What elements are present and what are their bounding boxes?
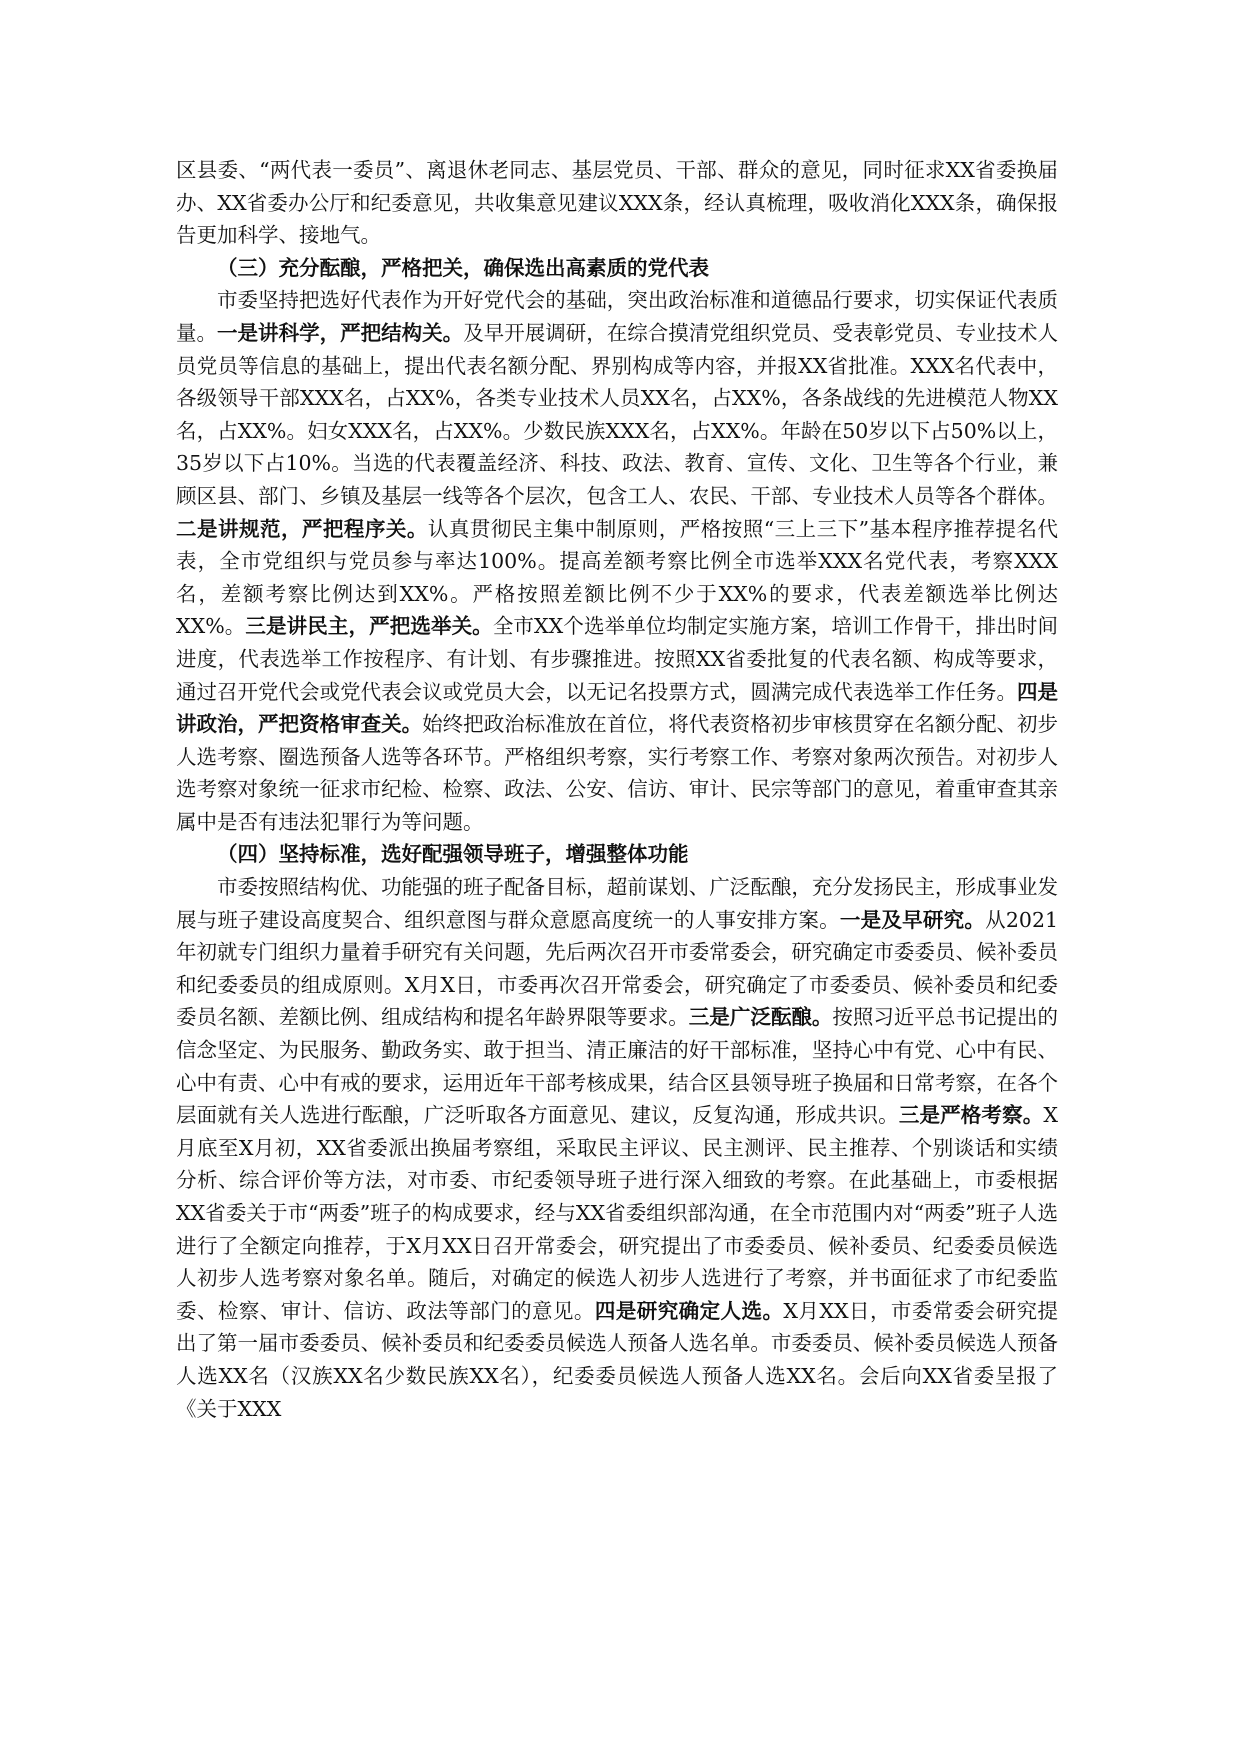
text-run: 认真贯彻民主集中制原则，严格按照“三上三下”基本程序推荐提名代表，全市党组织与党员参与率达100%。提高差额考察比例全市选举XXX名党代表，考察XXX名，差额考察比例达到XX%。严格按照差额比例不少于XX%的要求，代表差额选举比例达XX%。: [176, 516, 1058, 639]
text-run: 按照习近平总书记提出的信念坚定、为民服务、勤政务实、敢于担当、清正廉洁的好干部标准，坚持心中有党、心中有民、心中有责、心中有戒的要求，运用近年干部考核成果，结合区县领导班子换届和日常考察，在各个层面就有关人选进行酝酿，广泛听取各方面意见、建议，反复沟通，形成共识。: [176, 1005, 1059, 1128]
text-run: X月XX日，市委常委会研究提出了第一届市委委员、候补委员和纪委委员候选人预备人选名单。市委委员、候补委员候选人预备人选XX名（汉族XX名少数民族XX名），纪委委员候选人预备人选XX名。会后向XX省委呈报了《关于XXX: [176, 1298, 1059, 1421]
bold-point-1: 一是及早研究。: [839, 907, 986, 932]
text-run: X月底至X月初，XX省委派出换届考察组，采取民主评议、民主测评、民主推荐、个别谈话和实绩分析、综合评价等方法，对市委、市纪委领导班子进行深入细致的考察。在此基础上，市委根据XX省委关于市“两委”班子的构成要求，经与XX省委组织部沟通，在全市范围内对“两委”班子人选进行了全额定向推荐，于X月XX日召开常委会，研究提出了市委委员、候补委员、纪委委员候选人初步人选考察对象名单。随后，对确定的候选人初步人选进行了考察，并书面征求了市纪委监委、检察、审计、信访、政法等部门的意见。: [176, 1103, 1059, 1323]
text-run: 全市XX个选举单位均制定实施方案，培训工作骨干，排出时间进度，代表选举工作按程序、有计划、有步骤推进。按照XX省委批复的代表名额、构成等要求，通过召开党代会或党代表会议或党员大会，以无记名投票方式，圆满完成代表选举工作任务。: [176, 614, 1059, 704]
paragraph-opinions: 区县委、“两代表一委员”、离退休老同志、基层党员、干部、群众的意见，同时征求XX省委换届办、XX省委办公厅和纪委意见，共收集意见建议XXX条，经认真梳理，吸收消化XXX条，确保报告更加科学、接地气。: [176, 158, 1058, 248]
document-page: [176, 154, 1058, 1425]
text-run: 市委坚持把选好代表作为开好党代会的基础，突出政治标准和道德品行要求，切实保证代表质量。: [176, 288, 1058, 345]
text-run: 从2021年初就专门组织力量着手研究有关问题，先后两次召开市委常委会，研究确定市委委员、候补委员和纪委委员的组成原则。X月X日，市委再次召开常委会，研究确定了市委委员、候补委员和纪委委员名额、差额比例、组成结构和提名年龄界限等要求。: [176, 907, 1059, 1030]
bold-point-4: 四是讲政治，严把资格审查关。: [176, 679, 1059, 737]
text-run: 市委按照结构优、功能强的班子配备目标，超前谋划、广泛酝酿，充分发扬民主，形成事业发展与班子建设高度契合、组织意图与群众意愿高度统一的人事安排方案。: [176, 875, 1058, 932]
text-run: 及早开展调研，在综合摸清党组织党员、受表彰党员、专业技术人员党员等信息的基础上，提出代表名额分配、界别构成等内容，并报XX省批准。XXX名代表中，各级领导干部XXX名，占XX%，各类专业技术人员XX名，占XX%，各条战线的先进模范人物XX名，占XX%。妇女XXX名，占XX%。少数民族XXX名，占XX%。年龄在50岁以下占50%以上，35岁以下占10%。当选的代表覆盖经济、科技、政法、教育、宣传、文化、卫生等各个行业，兼顾区县、部门、乡镇及基层一线等各个层次，包含工人、农民、干部、专业技术人员等各个群体。: [176, 320, 1059, 508]
bold-point-4: 四是研究确定人选。: [594, 1298, 784, 1323]
paragraph-leadership: [176, 871, 1058, 1425]
section-heading-4: （四）坚持标准，选好配强领导班子，增强整体功能: [217, 842, 689, 867]
bold-point-3: 三是讲民主，严把选举关。: [245, 614, 493, 639]
bold-point-3: 三是严格考察。: [898, 1103, 1044, 1128]
bold-point-2: 二是讲规范，严把程序关。: [176, 516, 428, 541]
section-heading-3: （三）充分酝酿，严格把关，确保选出高素质的党代表: [217, 255, 709, 280]
paragraph-representatives: [176, 284, 1058, 838]
bold-point-2: 三是广泛酝酿。: [688, 1005, 833, 1030]
text-run: 始终把政治标准放在首位，将代表资格初步审核贯穿在名额分配、初步人选考察、圈选预备人选等各环节。严格组织考察，实行考察工作、考察对象两次预告。对初步人选考察对象统一征求市纪检、检察、政法、公安、信访、审计、民宗等部门的意见，着重审查其亲属中是否有违法犯罪行为等问题。: [176, 712, 1059, 834]
bold-point-1: 一是讲科学，严把结构关。: [217, 320, 464, 345]
